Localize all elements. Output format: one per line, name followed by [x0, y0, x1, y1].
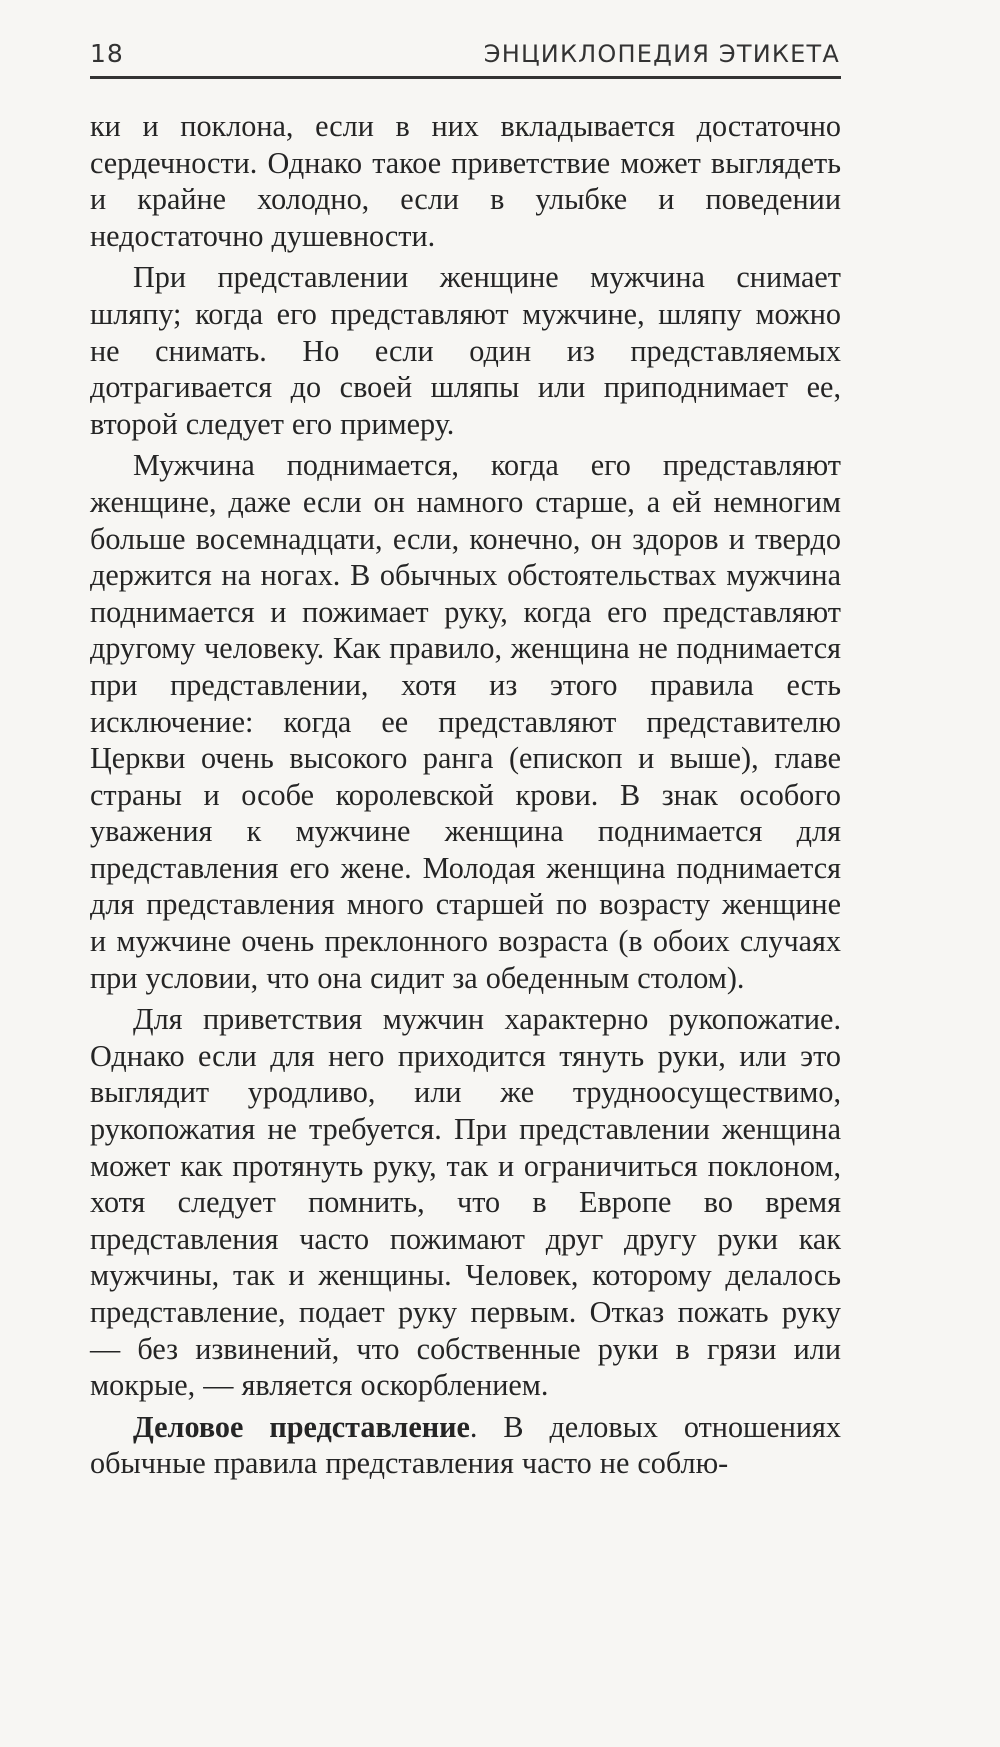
running-title: ЭНЦИКЛОПЕДИЯ ЭТИКЕТА — [483, 40, 840, 68]
paragraph-hats: При представлении женщине мужчина снимает шляпу; когда его представляют мужчине, шляпу можно не снимать. Но если один из представляемых дотрагивается до своей шляпы или приподнимает ее, второй следует его примеру. — [90, 260, 841, 441]
paragraph-continuation: ки и поклона, если в них вкладывается достаточно сердечности. Однако такое приветствие может выглядеть и крайне холодно, если в улыбке и поведении недостаточно душевности. — [90, 109, 841, 253]
header-rule — [90, 76, 841, 79]
page-header — [90, 34, 840, 78]
page-number: 18 — [90, 39, 124, 68]
business-introduction-text: . В деловых отношениях обычные правила представления часто не соблю- — [90, 1409, 841, 1481]
paragraph-business-introduction — [90, 1409, 841, 1482]
paragraph-standing: Мужчина поднимается, когда его представляют женщине, даже если он намного старше, а ей немногим больше восемнадцати, если, конечно, он здоров и твердо держится на ногах. В обычных обстоятельствах мужчина поднимается и пожимает руку, когда его представляют другому человеку. Как правило, женщина не поднимается при представлении, хотя из этого правила есть исключение: когда ее представляют представителю Церкви очень высокого ранга (епископ и выше), главе страны и особе королевской крови. В знак особого уважения к мужчине женщина поднимается для представления его жене. Молодая женщина поднимается для представления много старшей по возрасту женщине и мужчине очень преклонного возраста (в обоих случаях при условии, что она сидит за обеденным столом). — [90, 448, 841, 995]
paragraph-handshake: Для приветствия мужчин характерно рукопожатие. Однако если для него приходится тянуть руки, или это выглядит уродливо, или же трудноосуществимо, рукопожатия не требуется. При представлении женщина может как протянуть руку, так и ограничиться поклоном, хотя следует помнить, что в Европе во время представления часто пожимают друг другу руки как мужчины, так и женщины. Человек, которому делалось представление, подает руку первым. Отказ пожать руку — без извинений, что собственные руки в грязи или мокрые, — является оскорблением. — [90, 1002, 841, 1403]
business-introduction-term: Деловое представление — [133, 1409, 470, 1444]
body-text — [90, 108, 841, 1487]
